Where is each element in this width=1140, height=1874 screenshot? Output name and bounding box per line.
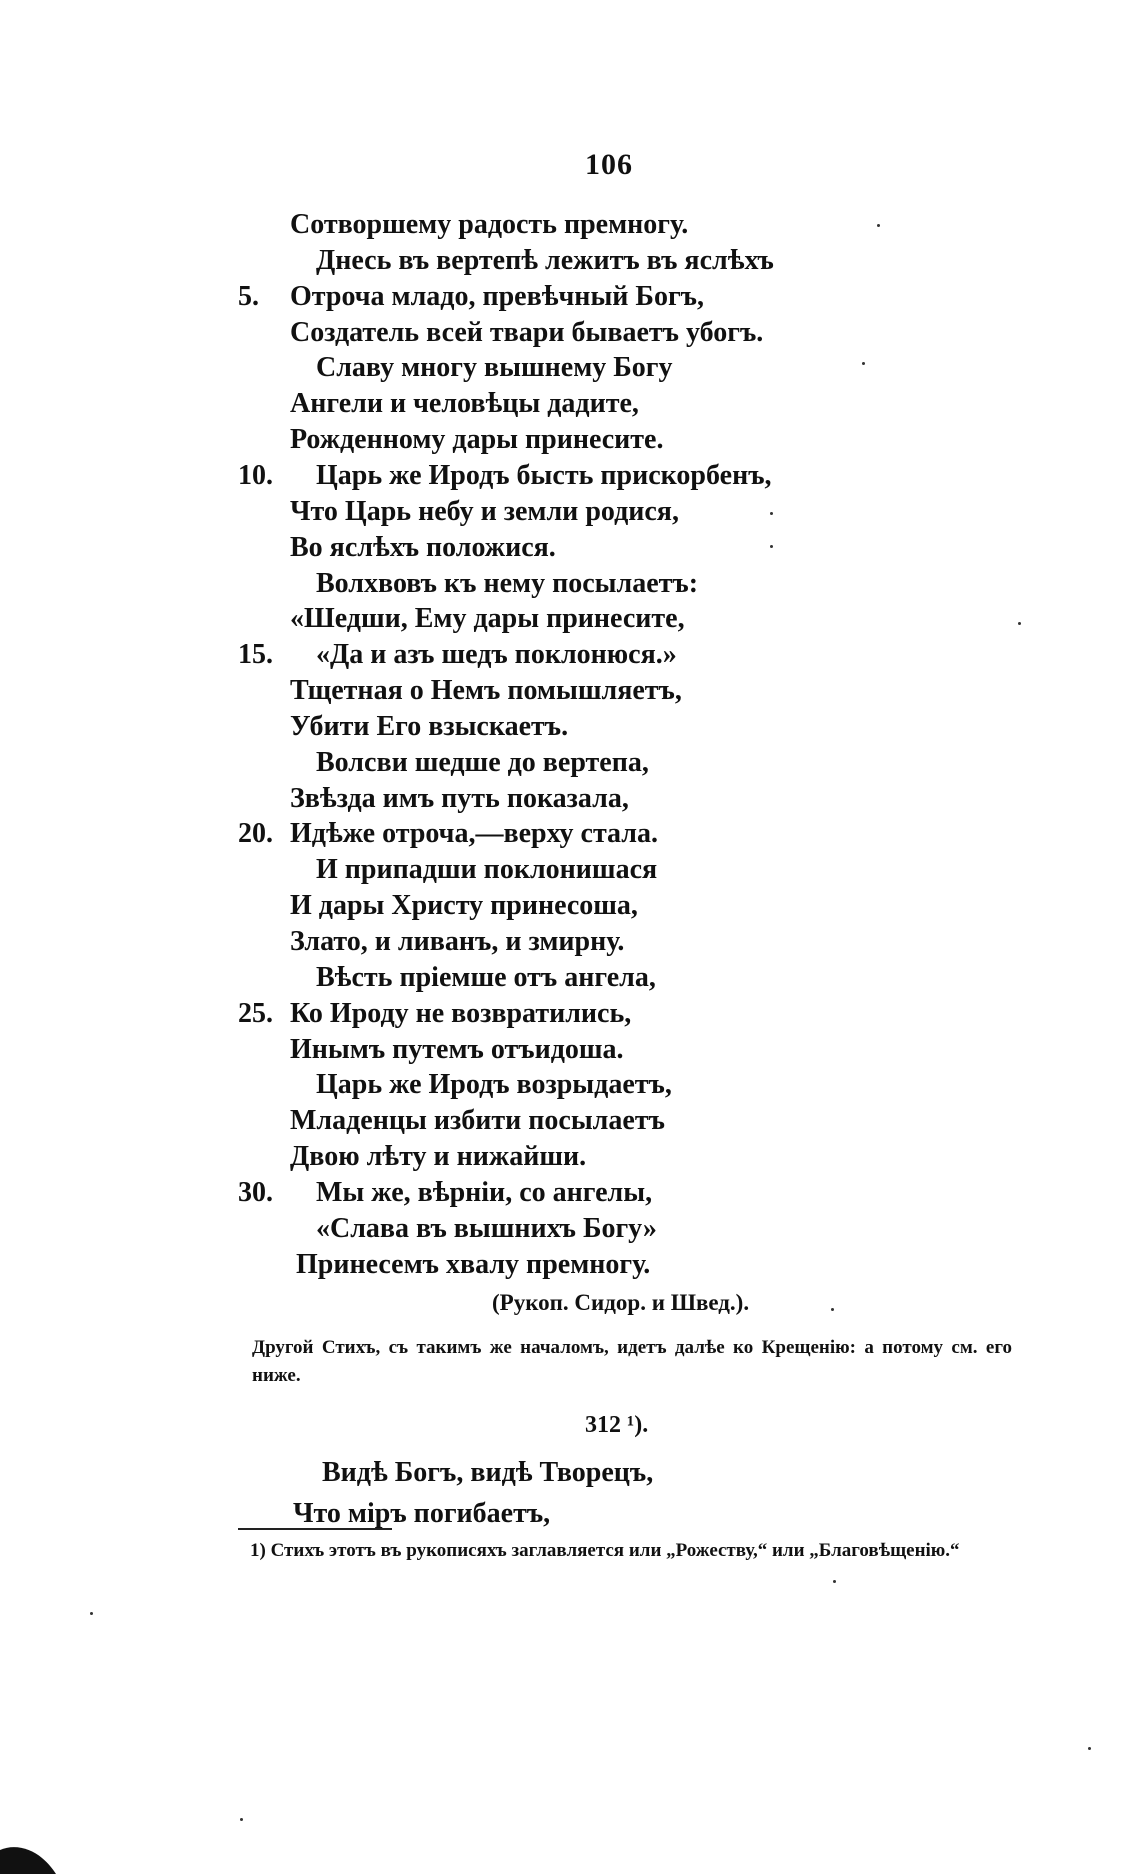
- verse-text: Отроча младо, превѣчный Богъ,: [290, 281, 704, 312]
- verse-text: Волсви шедше до вертепа,: [316, 747, 649, 778]
- verse-line: [0, 494, 1140, 530]
- footnote-rule: [238, 1528, 392, 1530]
- verse-line: [0, 816, 1140, 852]
- source-citation: (Рукоп. Сидор. и Швед.).: [492, 1290, 750, 1315]
- scan-speck: [831, 1308, 834, 1311]
- verse-text: Идѣже отроча,—верху стала.: [290, 818, 659, 849]
- verse-text: Царь же Иродъ бысть прискорбенъ,: [316, 460, 772, 491]
- verse-text: Славу многу вышнему Богу: [316, 352, 673, 383]
- hymn-verse-text: Видѣ Богъ, видѣ Творецъ,: [322, 1457, 654, 1488]
- line-number: 30.: [238, 1177, 273, 1208]
- hymn-verse-line: [0, 1496, 1140, 1532]
- verse-line: [0, 566, 1140, 602]
- verse-text: Звѣзда имъ путь показала,: [290, 783, 629, 814]
- verse-text: «Шедши, Ему дары принесите,: [290, 603, 685, 634]
- verse-line: [0, 1175, 1140, 1211]
- scan-speck: [770, 512, 773, 515]
- verse-line: [0, 207, 1140, 243]
- verse-line: [0, 1139, 1140, 1175]
- verse-text: Создатель всей твари бываетъ убогъ.: [290, 317, 764, 348]
- line-number: 20.: [238, 818, 273, 849]
- verse-line: [0, 243, 1140, 279]
- hymn-number: 312 ¹).: [585, 1412, 649, 1438]
- verse-text: Сотворшему радость премногу.: [290, 209, 689, 240]
- line-number: 10.: [238, 460, 273, 491]
- verse-text: Ко Ироду не возвратились,: [290, 998, 632, 1029]
- scan-edge-blot: [0, 1838, 56, 1874]
- verse-text: И дары Христу принесоша,: [290, 890, 638, 921]
- scan-speck: [1088, 1747, 1091, 1750]
- verse-line: [0, 1103, 1140, 1139]
- verse-line: [0, 386, 1140, 422]
- verse-line: [0, 709, 1140, 745]
- verse-line: [0, 279, 1140, 315]
- verse-text: Волхвовъ къ нему посылаетъ:: [316, 568, 699, 599]
- verse-line: [0, 350, 1140, 386]
- scan-speck: [90, 1612, 93, 1615]
- verse-text: Принесемъ хвалу премногу.: [296, 1249, 651, 1280]
- line-number: 25.: [238, 998, 273, 1029]
- verse-line: [0, 924, 1140, 960]
- hymn-verse-text: Что міръ погибаетъ,: [293, 1498, 551, 1529]
- verse-text: Убити Его взыскаетъ.: [290, 711, 569, 742]
- verse-line: [0, 530, 1140, 566]
- verse-text: Тщетная о Немъ помышляетъ,: [290, 675, 682, 706]
- verse-text: Днесь въ вертепѣ лежитъ въ яслѣхъ: [316, 245, 774, 276]
- verse-text: Ангели и человѣцы дадите,: [290, 388, 639, 419]
- line-number: 15.: [238, 639, 273, 670]
- scan-speck: [1018, 622, 1021, 625]
- verse-line: [0, 422, 1140, 458]
- verse-line: [0, 781, 1140, 817]
- verse-text: Младенцы избити посылаетъ: [290, 1105, 665, 1136]
- verse-line: [0, 852, 1140, 888]
- verse-text: «Да и азъ шедъ поклонюся.»: [316, 639, 677, 670]
- verse-text: «Слава въ вышнихъ Богу»: [316, 1213, 657, 1244]
- verse-text: Злато, и ливанъ, и змирну.: [290, 926, 625, 957]
- verse-text: Вѣсть пріемше отъ ангела,: [316, 962, 656, 993]
- line-number: 5.: [238, 281, 259, 312]
- verse-text: Что Царь небу и земли родися,: [290, 496, 679, 527]
- verse-line: [0, 458, 1140, 494]
- verse-line: [0, 601, 1140, 637]
- hymn-verse-line: [0, 1455, 1140, 1491]
- page-number: 106: [585, 148, 633, 181]
- verse-line: [0, 888, 1140, 924]
- verse-text: Двою лѣту и нижайши.: [290, 1141, 587, 1172]
- verse-text: И припадши поклонишася: [316, 854, 658, 885]
- verse-line: [0, 1032, 1140, 1068]
- verse-line: [0, 637, 1140, 673]
- verse-line: [0, 1067, 1140, 1103]
- verse-text: Мы же, вѣрніи, со ангелы,: [316, 1177, 653, 1208]
- verse-text: Во яслѣхъ положися.: [290, 532, 556, 563]
- scan-speck: [240, 1818, 243, 1821]
- scan-speck: [877, 224, 880, 227]
- verse-line: [0, 996, 1140, 1032]
- scan-speck: [833, 1580, 836, 1583]
- verse-text: Инымъ путемъ отъидоша.: [290, 1034, 624, 1065]
- verse-line: [0, 673, 1140, 709]
- verse-line: [0, 1247, 1140, 1283]
- verse-text: Рожденному дары принесите.: [290, 424, 664, 455]
- scan-speck: [862, 362, 865, 365]
- scan-speck: [770, 545, 773, 548]
- verse-line: [0, 1211, 1140, 1247]
- verse-line: [0, 315, 1140, 351]
- verse-text: Царь же Иродъ возрыдаетъ,: [316, 1069, 672, 1100]
- editorial-note: Другой Стихъ, съ такимъ же началомъ, идетъ далѣе ко Крещенію: а потому см. его ниже.: [252, 1337, 1012, 1386]
- verse-line: [0, 745, 1140, 781]
- verse-line: [0, 960, 1140, 996]
- footnote: 1) Стихъ этотъ въ рукописяхъ заглавляется или „Рожеству,“ или „Благовѣщенію.“: [250, 1540, 960, 1561]
